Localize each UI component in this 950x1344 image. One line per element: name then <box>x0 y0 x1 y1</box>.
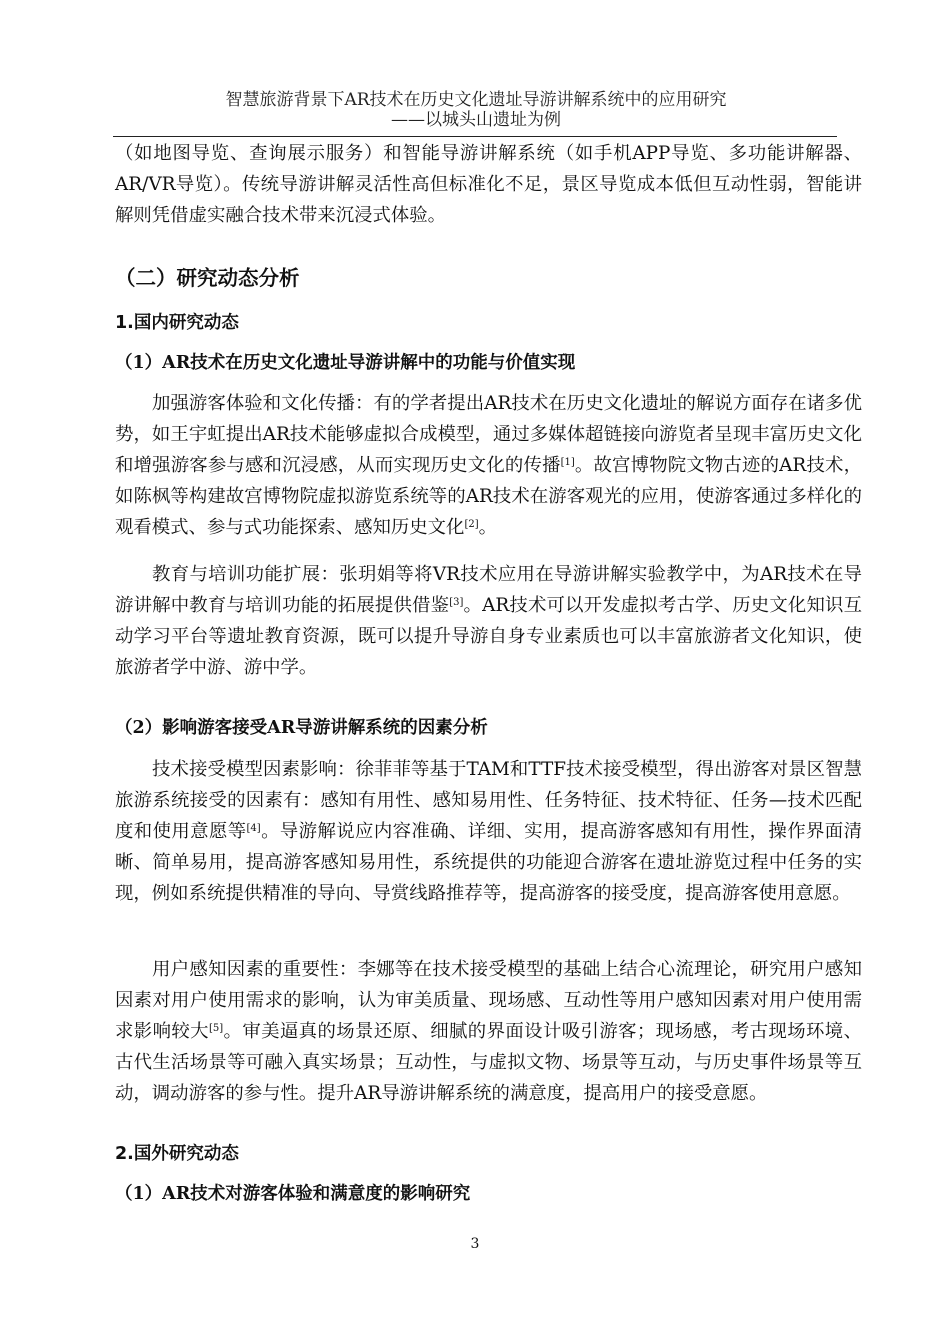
header-title: 智慧旅游背景下AR技术在历史文化遗址导游讲解系统中的应用研究 <box>225 90 727 110</box>
section-heading: （二）研究动态分析 <box>115 266 300 290</box>
paragraph-text: 用户感知因素的重要性：李娜等在技术接受模型的基础上结合心流理论，研究用户感知因素对用户使用需求的影响，认为审美质量、现场感、互动性等用户感知因素对用户使用需求影响较大 <box>115 959 862 1042</box>
paragraph-education <box>115 559 862 683</box>
running-header <box>115 90 837 130</box>
citation-5: [5] <box>208 1023 224 1034</box>
topic-heading-1: （1）AR技术在历史文化遗址导游讲解中的功能与价值实现 <box>115 353 576 373</box>
citation-3: [3] <box>449 597 464 608</box>
paragraph-continuation: （如地图导览、查询展示服务）和智能导游讲解系统（如手机APP导览、多功能讲解器、AR/VR导览）。传统导游讲解灵活性高但标准化不足，景区导览成本低但互动性弱，智能讲解则凭借虚实融合技术带来沉浸式体验。 <box>115 143 862 226</box>
citation-4: [4] <box>246 823 261 834</box>
paragraph-text: 。故宫博物院文物古迹的AR技术，如陈枫等构建故宫博物院虚拟游览系统等的AR技术在游客观光的应用，使游客通过多样化的观看模式、参与式功能探索、感知历史文化 <box>115 455 862 538</box>
paragraph-text: 加强游客体验和文化传播：有的学者提出AR技术在历史文化遗址的解说方面存在诸多优势，如王宇虹提出AR技术能够虚拟合成模型，通过多媒体超链接向游览者呈现丰富历史文化和增强游客参与感和沉浸感，从而实现历史文化的传播 <box>115 393 862 476</box>
page-number: 3 <box>470 1236 480 1252</box>
subsection-heading-domestic: 1.国内研究动态 <box>115 313 239 333</box>
topic-heading-2: （2）影响游客接受AR导游讲解系统的因素分析 <box>115 718 488 738</box>
paragraph-text: 教育与培训功能扩展：张玥娟等将VR技术应用在导游讲解实验教学中，为AR技术在导游讲解中教育与培训功能的拓展提供借鉴 <box>115 564 862 616</box>
paragraph-experience <box>115 388 862 543</box>
topic-heading-3: （1）AR技术对游客体验和满意度的影响研究 <box>115 1184 471 1204</box>
paragraph-text: 。审美逼真的场景还原、细腻的界面设计吸引游客；现场感，考古现场环境、古代生活场景等可融入真实场景；互动性，与虚拟文物、场景等互动，与历史事件场景等互动，调动游客的参与性。提升AR导游讲解系统的满意度，提高用户的接受意愿。 <box>115 1021 862 1104</box>
citation-1: [1] <box>560 457 575 468</box>
paragraph-text: 。导游解说应内容准确、详细、实用，提高游客感知有用性，操作界面清晰、简单易用，提高游客感知易用性，系统提供的功能迎合游客在遗址游览过程中任务的实现，例如系统提供精准的导向、导赏线路推荐等，提高游客的接受度，提高游客使用意愿。 <box>115 821 862 904</box>
header-rule <box>113 136 837 137</box>
paragraph-text: 。AR技术可以开发虚拟考古学、历史文化知识互动学习平台等遗址教育资源，既可以提升导游自身专业素质也可以丰富旅游者文化知识，使旅游者学中游、游中学。 <box>115 595 862 678</box>
citation-2: [2] <box>464 519 479 530</box>
paragraph-perception <box>115 954 862 1109</box>
subsection-heading-foreign: 2.国外研究动态 <box>115 1144 239 1164</box>
paragraph-text: 。 <box>478 517 498 538</box>
paragraph-tam <box>115 754 862 909</box>
header-subtitle: ——以城头山遗址为例 <box>391 110 561 130</box>
paragraph-text: 技术接受模型因素影响：徐菲菲等基于TAM和TTF技术接受模型，得出游客对景区智慧旅游系统接受的因素有：感知有用性、感知易用性、任务特征、技术特征、任务—技术匹配度和使用意愿等 <box>115 759 862 842</box>
